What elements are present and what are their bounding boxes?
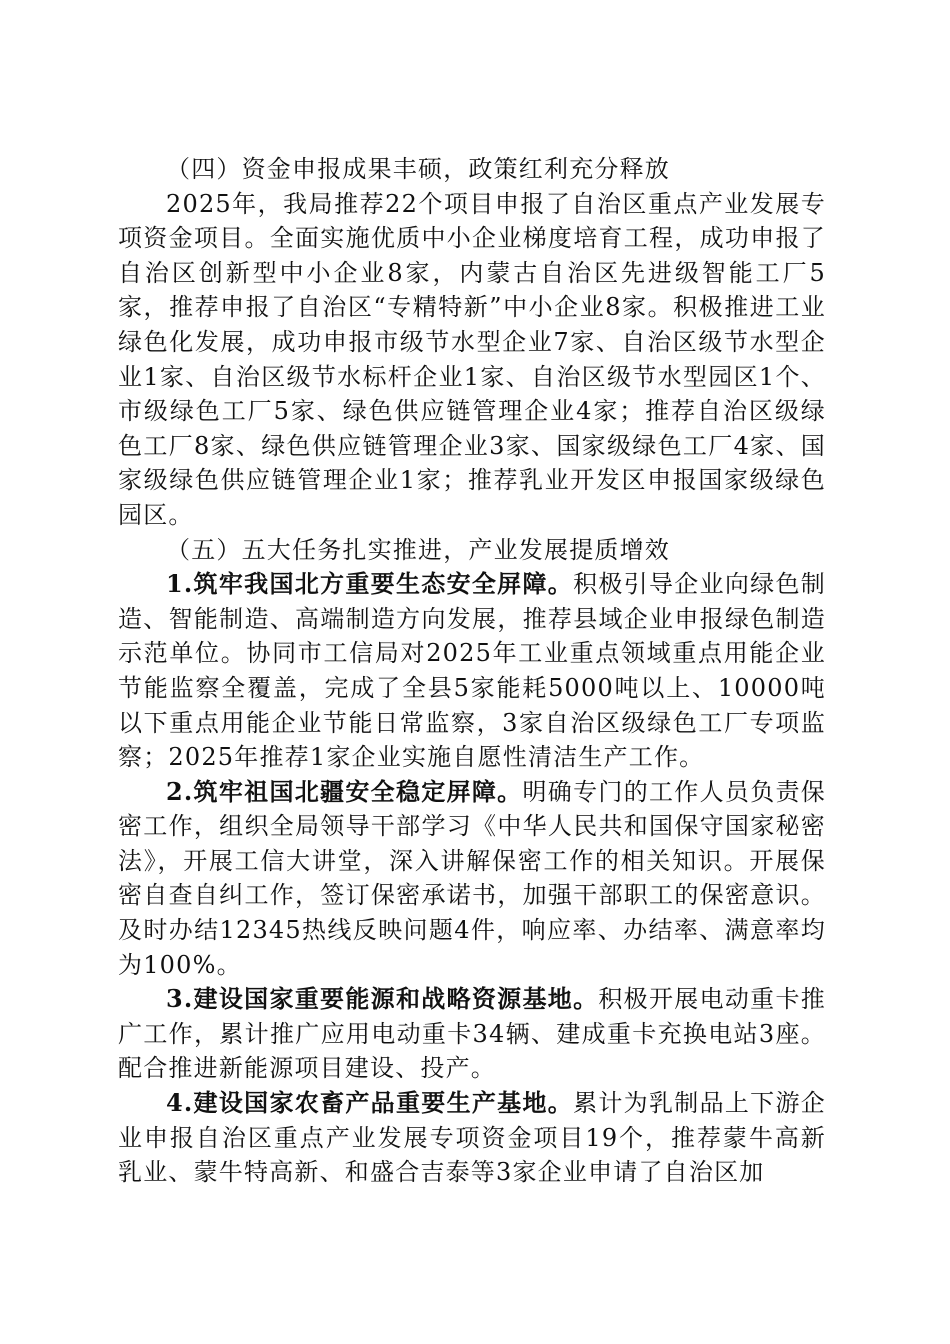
section-heading-5: （五）五大任务扎实推进，产业发展提质增效: [166, 535, 670, 564]
task-item-1-body: 积极引导企业向绿色制造、智能制造、高端制造方向发展，推荐县域企业申报绿色制造示范单位。协同市工信局对2025年工业重点领域重点用能企业节能监察全覆盖，完成了全县5家能耗5000吨以上、10000吨以下重点用能企业节能日常监察，3家自治区级绿色工厂专项监察；2025年推荐1家企业实施自愿性清洁生产工作。: [118, 570, 826, 772]
task-item-4-body: 累计为乳制品上下游企业申报自治区重点产业发展专项资金项目19个，推荐蒙牛高新乳业、蒙牛特高新、和盛合吉泰等3家企业申请了自治区加: [118, 1089, 826, 1187]
section-heading-4: （四）资金申报成果丰硕，政策红利充分释放: [166, 155, 670, 183]
document-page: [118, 152, 826, 1190]
task-item-2-body: 明确专门的工作人员负责保密工作，组织全局领导干部学习《中华人民共和国保守国家秘密法》，开展工信大讲堂，深入讲解保密工作的相关知识。开展保密自查自纠工作，签订保密承诺书，加强干部职工的保密意识。及时办结12345热线反映问题4件，响应率、办结率、满意率均为100%。: [118, 777, 826, 979]
task-item-4-title: 4.建设国家农畜产品重要生产基地。: [166, 1088, 574, 1118]
task-item-2-title: 2.筑牢祖国北疆安全稳定屏障。: [166, 776, 523, 806]
section-paragraph-4: 2025年，我局推荐22个项目申报了自治区重点产业发展专项资金项目。全面实施优质中小企业梯度培育工程，成功申报了自治区创新型中小企业8家，内蒙古自治区先进级智能工厂5家，推荐申报了自治区“专精特新”中小企业8家。积极推进工业绿色化发展，成功申报市级节水型企业7家、自治区级节水型企业1家、自治区级节水标杆企业1家、自治区级节水型园区1个、市级绿色工厂5家、绿色供应链管理企业4家；推荐自治区级绿色工厂8家、绿色供应链管理企业3家、国家级绿色工厂4家、国家级绿色供应链管理企业1家；推荐乳业开发区申报国家级绿色园区。: [118, 189, 826, 529]
task-item-1-title: 1.筑牢我国北方重要生态安全屏障。: [166, 569, 574, 599]
task-item-2: [118, 775, 826, 983]
task-item-3-body: 积极开展电动重卡推广工作，累计推广应用电动重卡34辆、建成重卡充换电站3座。配合推进新能源项目建设、投产。: [118, 985, 826, 1083]
task-item-1: [118, 567, 826, 775]
task-item-3-title: 3.建设国家重要能源和战略资源基地。: [166, 984, 599, 1014]
task-item-3: [118, 982, 826, 1086]
task-item-4: [118, 1086, 826, 1190]
